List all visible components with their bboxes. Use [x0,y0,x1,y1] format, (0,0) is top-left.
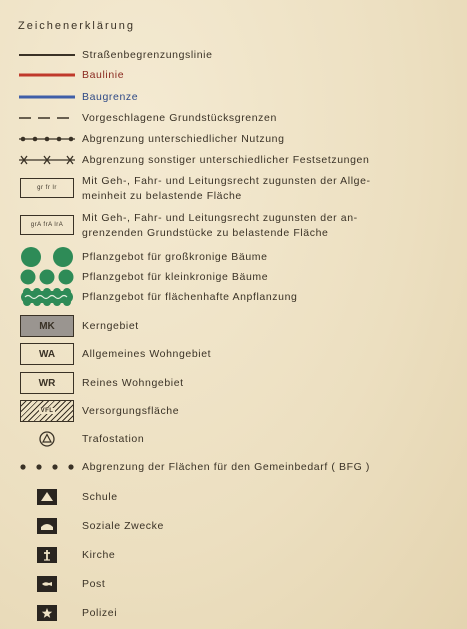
mk-box: MK [20,315,74,337]
right-of-way-symbol [18,214,76,236]
planting-area-symbol [18,287,76,307]
school-icon [18,488,76,506]
right-of-way-symbol [18,177,76,199]
legend-row [0,400,467,422]
legend-title: Zeichenerklärung [18,20,135,32]
legend-row [0,153,467,167]
legend-row [0,315,467,337]
vfl-box [20,400,74,422]
social-icon [18,517,76,535]
church-icon [18,546,76,564]
legend-label: Baulinie [82,69,125,81]
legend-label: Post [82,578,106,590]
supply-area-symbol [18,400,76,422]
red-line-symbol [18,68,76,82]
trafo-icon [18,430,76,448]
legend-row [0,517,467,535]
legend-row [0,246,467,268]
legend-label: Vorgeschlagene Grundstücksgrenzen [82,112,277,124]
legend-label: Abgrenzung der Flächen für den Gemeinbedarf ( BFG ) [82,461,370,473]
dot-line-symbol [18,132,76,146]
legend-label: Abgrenzung unterschiedlicher Nutzung [82,133,285,145]
vfl-label: VFL [40,408,54,414]
legend-row [0,430,467,448]
black-line-symbol [18,48,76,62]
legend-row [0,575,467,593]
legend-label: Trafostation [82,433,145,445]
legend-label: Pflanzgebot für kleinkronige Bäume [82,271,269,283]
legend-row [0,111,467,125]
dashed-line-symbol [18,111,76,125]
legend-row [0,211,467,239]
legend-row [0,459,467,475]
legend-row [0,90,467,104]
cross-line-symbol [18,153,76,167]
blue-line-symbol [18,90,76,104]
legend-row [0,372,467,394]
legend-label: Allgemeines Wohngebiet [82,348,212,360]
legend-label: Reines Wohngebiet [82,377,184,389]
legend-row [0,488,467,506]
legend-row [0,546,467,564]
legend-row [0,604,467,622]
legend-label: meinheit zu belastende Fläche [82,190,242,202]
gfl-box: gr fr lr [20,178,74,198]
wa-box: WA [20,343,74,365]
large-trees-symbol [18,246,76,268]
police-icon [18,604,76,622]
legend-label: Kirche [82,549,116,561]
legend-label: Pflanzgebot für flächenhafte Anpflanzung [82,291,298,303]
legend-label: Soziale Zwecke [82,520,164,532]
dots-symbol [18,459,76,475]
zone-symbol [18,343,76,365]
post-icon [18,575,76,593]
small-trees-symbol [18,267,76,287]
legend-label: grenzenden Grundstücke zu belastende Fläche [82,227,329,239]
legend-label: Pflanzgebot für großkronige Bäume [82,251,268,263]
legend-row [0,68,467,82]
legend-label: Polizei [82,607,118,619]
legend-row [0,267,467,287]
legend-row [0,287,467,307]
legend-label: Mit Geh-, Fahr- und Leitungsrecht zugunsten der Allge- [82,175,371,187]
legend-row [0,343,467,365]
legend-label: Kerngebiet [82,320,139,332]
legend-label: Versorgungsfläche [82,405,180,417]
legend-row [0,48,467,62]
legend-label: Straßenbegrenzungslinie [82,49,213,61]
legend-label: Abgrenzung sonstiger unterschiedlicher Festsetzungen [82,154,370,166]
gfl-box: grA frA lrA [20,215,74,235]
legend-label: Baugrenze [82,91,139,103]
wr-box: WR [20,372,74,394]
legend-label: Mit Geh-, Fahr- und Leitungsrecht zugunsten der an- [82,212,358,224]
zone-symbol [18,315,76,337]
legend-row [0,174,467,202]
zone-symbol [18,372,76,394]
legend-row [0,132,467,146]
legend-label: Schule [82,491,118,503]
